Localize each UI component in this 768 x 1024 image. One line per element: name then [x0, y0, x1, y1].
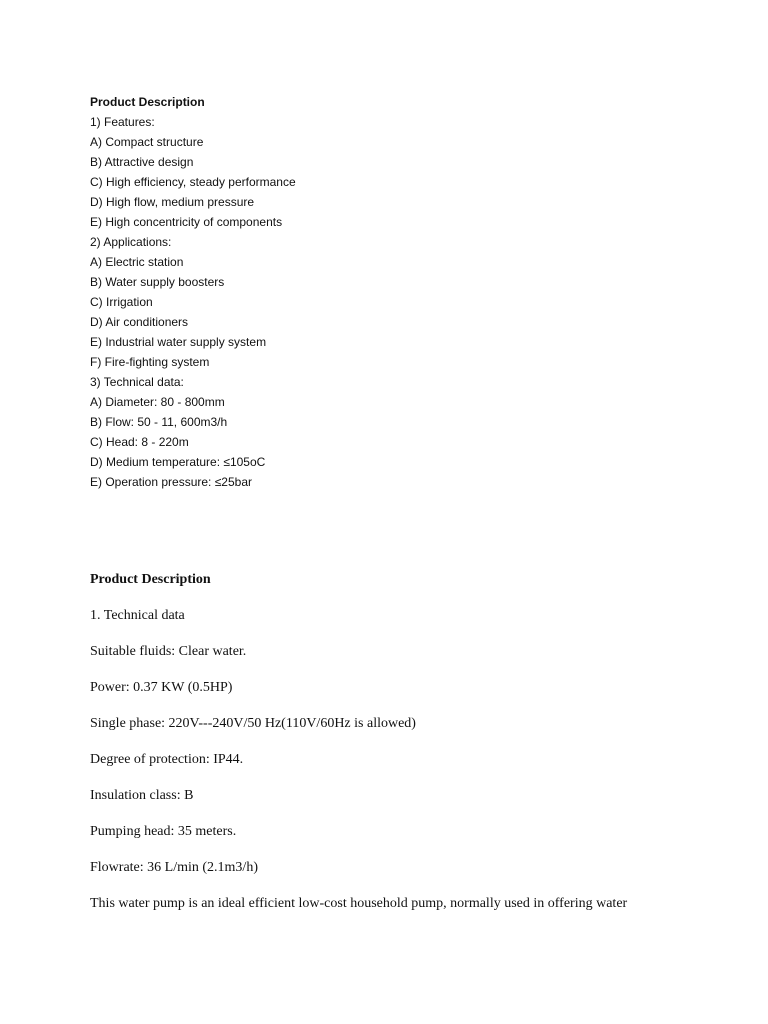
application-item: E) Industrial water supply system — [90, 335, 267, 349]
spec-paragraph: Single phase: 220V---240V/50 Hz(110V/60Hz is allowed) — [90, 716, 416, 731]
feature-item: E) High concentricity of components — [90, 215, 283, 229]
technical-data-item: B) Flow: 50 - 11, 600m3/h — [90, 415, 228, 429]
technical-data-heading: 3) Technical data: — [90, 375, 184, 389]
feature-item: C) High efficiency, steady performance — [90, 175, 296, 189]
features-heading: 1) Features: — [90, 115, 155, 129]
technical-data-item: A) Diameter: 80 - 800mm — [90, 395, 225, 409]
application-item: F) Fire-fighting system — [90, 355, 210, 369]
application-item: B) Water supply boosters — [90, 275, 225, 289]
technical-data-heading: 1. Technical data — [90, 608, 185, 623]
application-item: A) Electric station — [90, 255, 184, 269]
feature-item: D) High flow, medium pressure — [90, 195, 255, 209]
spec-paragraph: Insulation class: B — [90, 788, 194, 803]
description-paragraph: This water pump is an ideal efficient low-cost household pump, normally used in offering water — [90, 896, 628, 911]
section-one-title: Product Description — [90, 95, 205, 109]
product-description-paragraphs — [90, 570, 730, 930]
spec-paragraph: Suitable fluids: Clear water. — [90, 644, 247, 659]
applications-heading: 2) Applications: — [90, 235, 172, 249]
spec-paragraph: Power: 0.37 KW (0.5HP) — [90, 680, 233, 695]
technical-data-item: C) Head: 8 - 220m — [90, 435, 189, 449]
product-description-list — [90, 92, 690, 492]
section-two-title: Product Description — [90, 572, 211, 587]
feature-item: A) Compact structure — [90, 135, 204, 149]
technical-data-item: E) Operation pressure: ≤25bar — [90, 475, 252, 489]
feature-item: B) Attractive design — [90, 155, 194, 169]
technical-data-item: D) Medium temperature: ≤105oC — [90, 455, 266, 469]
application-item: D) Air conditioners — [90, 315, 189, 329]
spec-paragraph: Pumping head: 35 meters. — [90, 824, 237, 839]
spec-paragraph: Degree of protection: IP44. — [90, 752, 244, 767]
spec-paragraph: Flowrate: 36 L/min (2.1m3/h) — [90, 860, 258, 875]
application-item: C) Irrigation — [90, 295, 153, 309]
